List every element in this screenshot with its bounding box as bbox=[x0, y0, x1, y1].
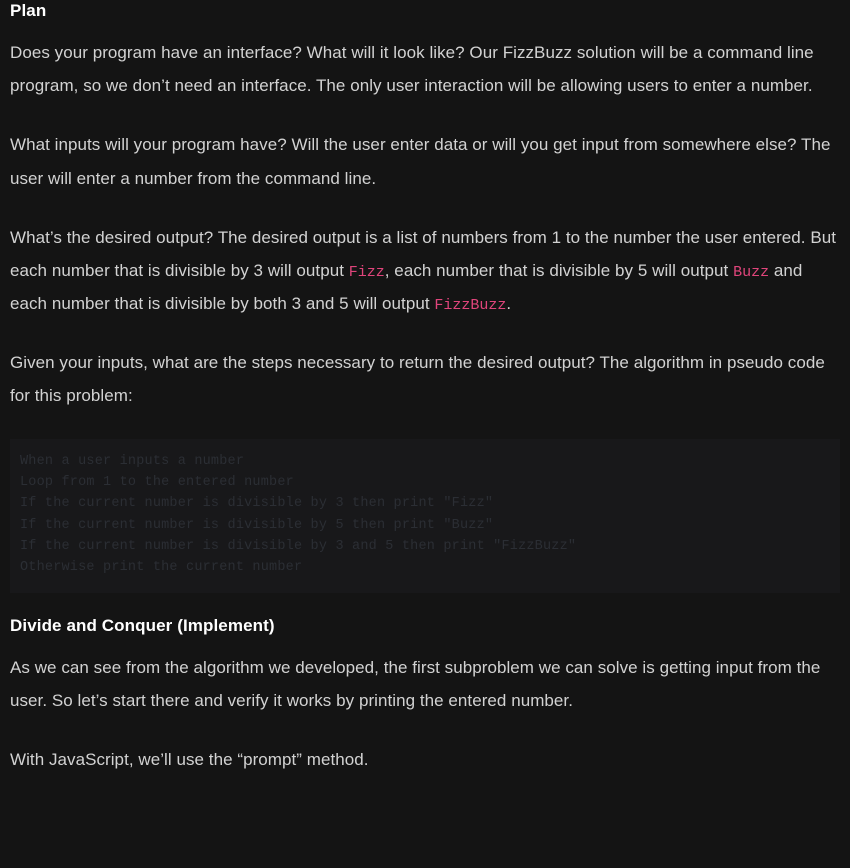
paragraph-text: What inputs will your program have? Will the user enter data or will you get input from somewhere else? The user will enter a number from the command line. bbox=[10, 135, 831, 188]
page-title: Plan bbox=[10, 1, 47, 20]
paragraph-text-part: What’s the desired output? The desired output is a list of numbers from 1 to the number the user entered. But each number that is divisible by 3 will output bbox=[10, 227, 837, 280]
paragraph-interface bbox=[10, 36, 840, 102]
pseudocode-content bbox=[20, 451, 830, 579]
paragraph-text: With JavaScript, we’ll use the “prompt” method. bbox=[10, 749, 369, 769]
code-line: Otherwise print the current number bbox=[20, 560, 303, 576]
section-divide-and-conquer bbox=[10, 615, 840, 777]
code-line: If the current number is divisible by 3 then print "Fizz" bbox=[20, 496, 494, 512]
paragraph-steps bbox=[10, 346, 840, 412]
paragraph-inputs bbox=[10, 128, 840, 194]
paragraph-text: Does your program have an interface? What will it look like? Our FizzBuzz solution will be a command line program, so we don’t need an interface. The only user interaction will be allowing users to enter a number. bbox=[10, 43, 814, 96]
code-line: When a user inputs a number bbox=[20, 453, 245, 469]
paragraph-text: As we can see from the algorithm we developed, the first subproblem we can solve is getting input from the user. So let’s start there and verify it works by printing the entered number. bbox=[10, 657, 821, 710]
section-heading-divide-and-conquer: Divide and Conquer (Implement) bbox=[10, 615, 275, 635]
code-line: If the current number is divisible by 3 and 5 then print "FizzBuzz" bbox=[20, 538, 577, 554]
section-plan bbox=[10, 0, 840, 593]
paragraph-text-part: , each number that is divisible by 5 will output bbox=[384, 260, 734, 280]
inline-code-buzz: Buzz bbox=[733, 263, 770, 281]
paragraph-text: Given your inputs, what are the steps necessary to return the desired output? The algorithm in pseudo code for this problem: bbox=[10, 353, 825, 406]
paragraph-text-part: . bbox=[506, 294, 512, 314]
code-line: If the current number is divisible by 5 then print "Buzz" bbox=[20, 517, 494, 533]
inline-code-fizz: Fizz bbox=[348, 263, 385, 281]
pseudocode-block bbox=[10, 439, 840, 593]
paragraph-desired-output bbox=[10, 221, 840, 321]
paragraph-javascript-prompt bbox=[10, 743, 840, 776]
paragraph-text-part: and each number that is divisible by both 3 and 5 will output bbox=[10, 260, 803, 314]
paragraph-subproblem bbox=[10, 651, 840, 717]
code-line: Loop from 1 to the entered number bbox=[20, 474, 294, 490]
inline-code-fizzbuzz: FizzBuzz bbox=[434, 297, 507, 315]
